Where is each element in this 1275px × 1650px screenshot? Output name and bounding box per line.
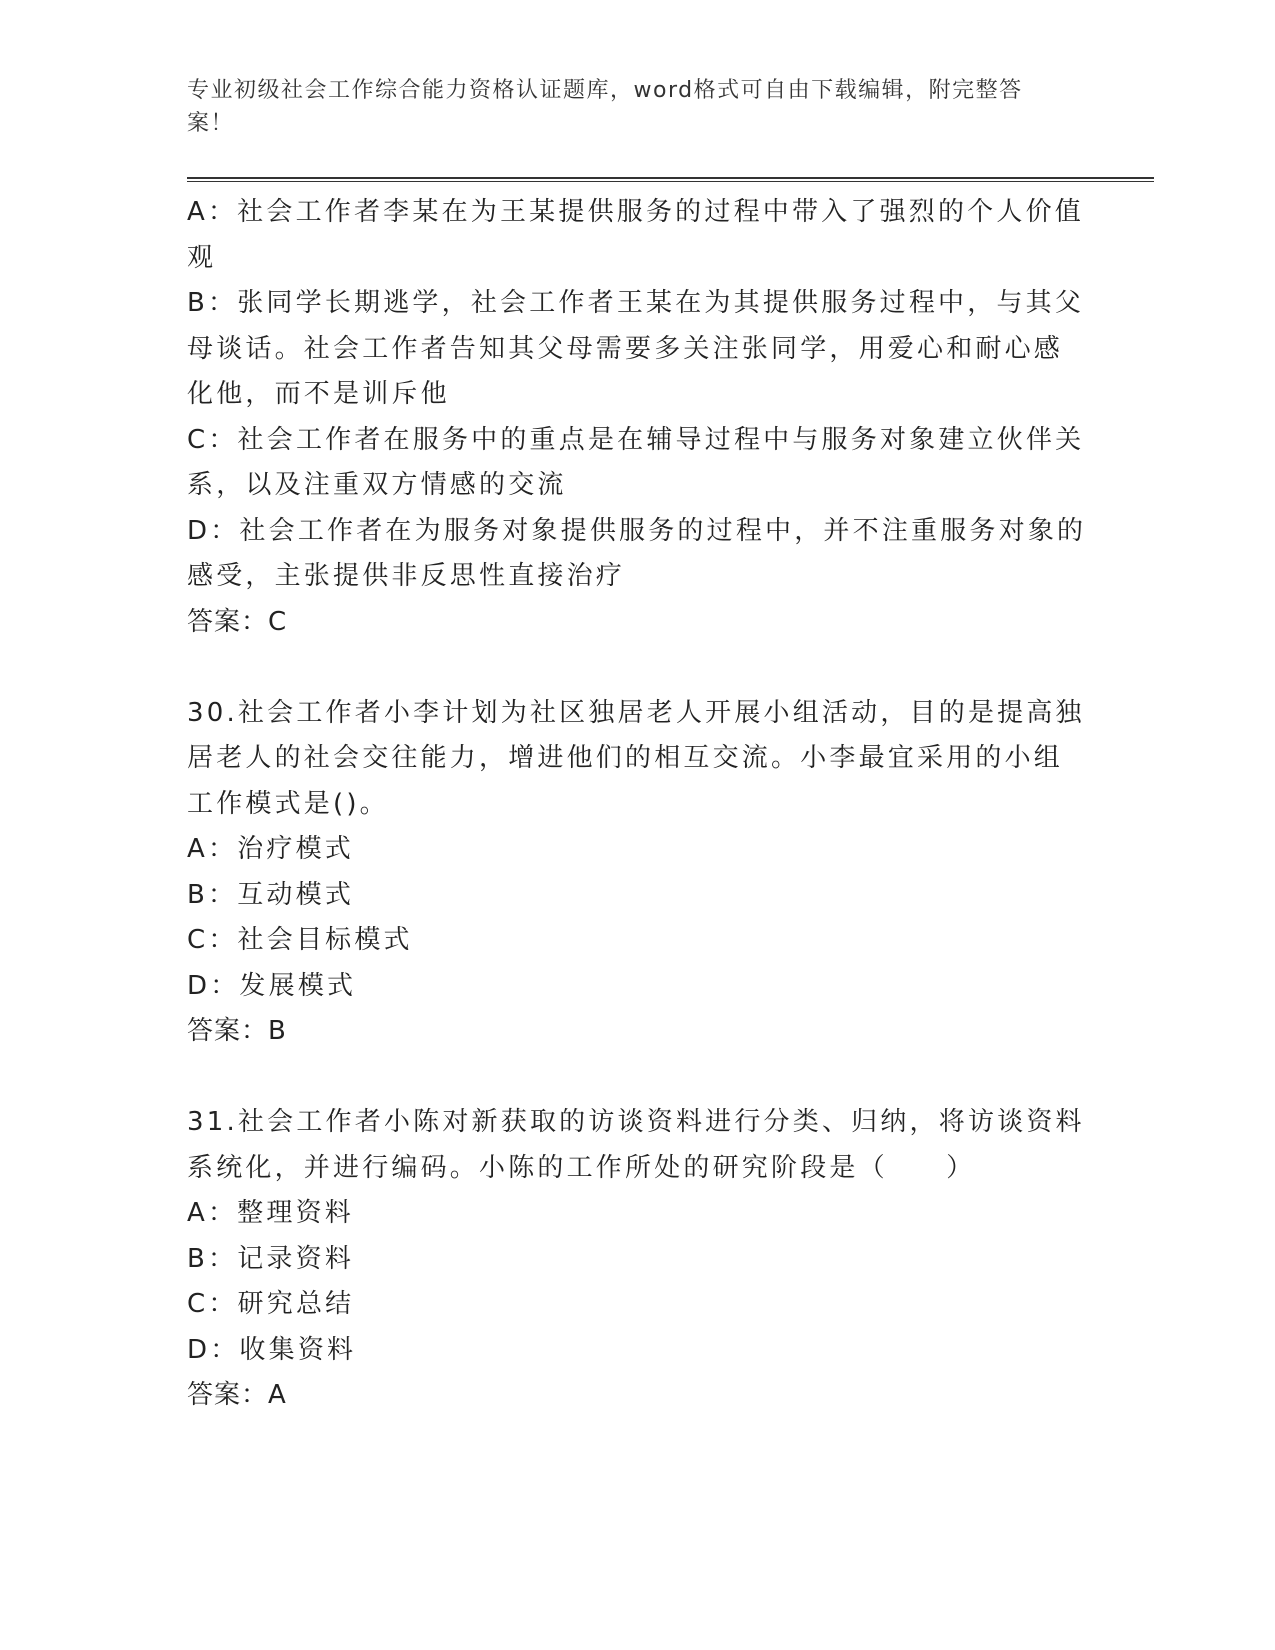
header-line-1: 专业初级社会工作综合能力资格认证题库，word格式可自由下载编辑，附完整答 xyxy=(187,78,1023,103)
option-a: A：治疗模式 xyxy=(187,834,354,864)
question-content xyxy=(187,190,1087,1419)
option-line: 系，以及注重双方情感的交流 xyxy=(187,470,567,500)
option-b: B：记录资料 xyxy=(187,1243,355,1274)
option-line: B：张同学长期逃学，社会工作者王某在为其提供服务过程中，与其父 xyxy=(187,288,1085,318)
option-line: 化他，而不是训斥他 xyxy=(187,379,450,409)
question-spacer xyxy=(187,645,1087,691)
option-line: C：社会工作者在服务中的重点是在辅导过程中与服务对象建立伙伴关 xyxy=(187,424,1085,455)
option-line: A：社会工作者李某在为王某提供服务的过程中带入了强烈的个人价值 xyxy=(187,197,1084,227)
option-b xyxy=(187,281,1087,418)
option-line: D：社会工作者在为服务对象提供服务的过程中，并不注重服务对象的 xyxy=(187,515,1087,546)
question-stem-line: 居老人的社会交往能力，增进他们的相互交流。小李最宜采用的小组 xyxy=(187,743,1064,773)
header-line-2: 案！ xyxy=(187,111,235,136)
option-line: 感受，主张提供非反思性直接治疗 xyxy=(187,561,626,591)
answer-line: 答案：C xyxy=(187,606,288,637)
question-30 xyxy=(187,691,1087,1055)
option-line: 观 xyxy=(187,242,217,273)
option-c: C：研究总结 xyxy=(187,1289,355,1319)
question-stem-line: 系统化，并进行编码。小陈的工作所处的研究阶段是（ ） xyxy=(187,1152,976,1183)
question-spacer xyxy=(187,1055,1087,1101)
document-header xyxy=(187,74,1067,140)
question-31 xyxy=(187,1100,1087,1419)
option-a: A：整理资料 xyxy=(187,1198,354,1228)
option-d: D：发展模式 xyxy=(187,970,357,1001)
option-b: B：互动模式 xyxy=(187,879,355,910)
option-d: D：收集资料 xyxy=(187,1334,357,1365)
answer-line: 答案：A xyxy=(187,1380,287,1410)
question-stem-line: 31.社会工作者小陈对新获取的访谈资料进行分类、归纳，将访谈资料 xyxy=(187,1107,1085,1137)
question-stem-line: 30.社会工作者小李计划为社区独居老人开展小组活动，目的是提高独 xyxy=(187,697,1085,728)
option-a xyxy=(187,190,1087,281)
option-c: C：社会目标模式 xyxy=(187,925,413,955)
option-c xyxy=(187,418,1087,509)
answer-line: 答案：B xyxy=(187,1016,287,1046)
option-line: 母谈话。社会工作者告知其父母需要多关注张同学，用爱心和耐心感 xyxy=(187,333,1064,364)
question-29 xyxy=(187,190,1087,645)
header-divider xyxy=(187,177,1154,182)
question-stem-line: 工作模式是()。 xyxy=(187,788,389,819)
option-d xyxy=(187,509,1087,600)
